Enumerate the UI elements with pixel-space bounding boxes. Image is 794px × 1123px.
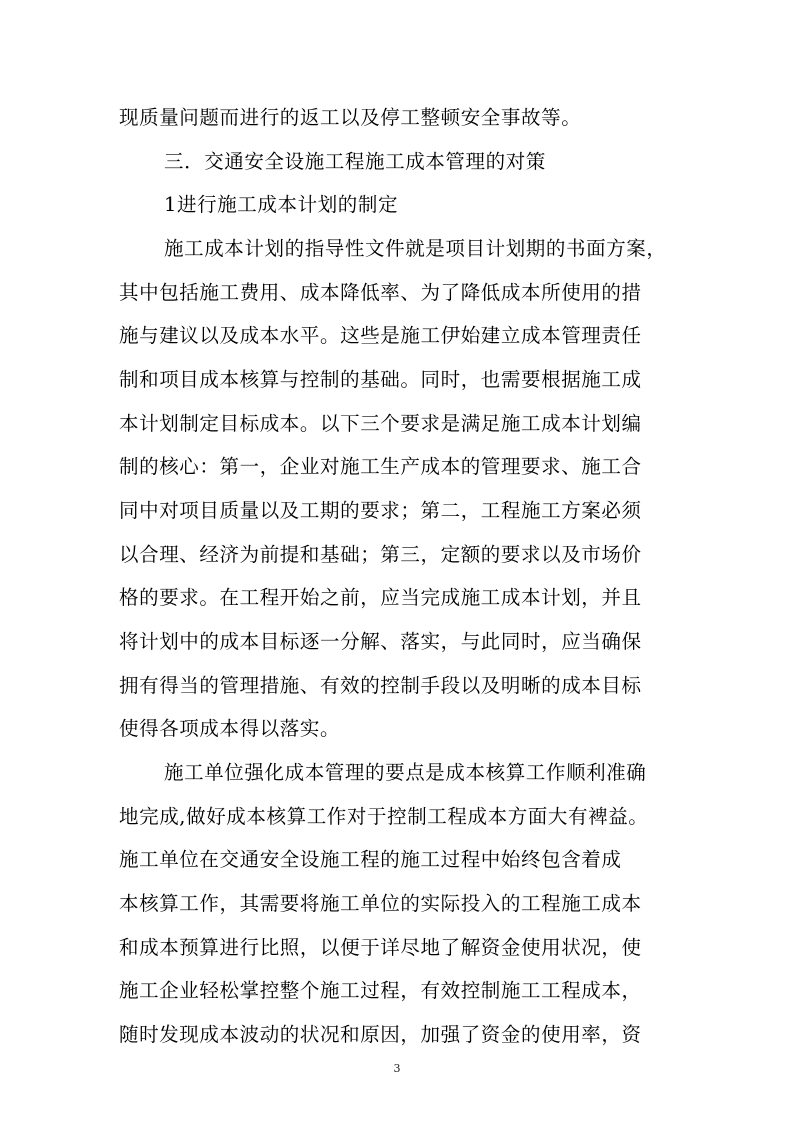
text-line: 施工成本计划的指导性文件就是项目计划期的书面方案， [164, 237, 667, 260]
text-line: 使得各项成本得以落实。 [119, 717, 341, 740]
subsection-heading: 1进行施工成本计划的制定 [164, 193, 399, 216]
text-line: 格的要求。在工程开始之前，应当完成施工成本计划，并且 [119, 586, 642, 609]
text-line: 施工单位强化成本管理的要点是成本核算工作顺利准确 [164, 761, 647, 784]
text-line: 本核算工作，其需要将施工单位的实际投入的工程施工成本 [119, 892, 642, 915]
text-line: 制的核心：第一，企业对施工生产成本的管理要求、施工合 [119, 455, 642, 478]
text-line: 制和项目成本核算与控制的基础。同时，也需要根据施工成 [119, 368, 642, 391]
text-line: 本计划制定目标成本。以下三个要求是满足施工成本计划编 [119, 412, 642, 435]
text-line: 和成本预算进行比照，以便于详尽地了解资金使用状况，使 [119, 936, 642, 959]
text-line: 随时发现成本波动的状况和原因，加强了资金的使用率，资 [119, 1023, 642, 1046]
text-line: 施工单位在交通安全设施工程的施工过程中始终包含着成 [119, 848, 622, 871]
page-number: 3 [393, 1062, 401, 1075]
text-line: 将计划中的成本目标逐一分解、落实，与此同时，应当确保 [119, 630, 642, 653]
text-line: 以合理、经济为前提和基础；第三，定额的要求以及市场价 [119, 543, 642, 566]
section-heading: 三．交通安全设施工程施工成本管理的对策 [164, 150, 546, 173]
text-line: 其中包括施工费用、成本降低率、为了降低成本所使用的措 [119, 281, 642, 304]
text-line: 施工企业轻松掌控整个施工过程，有效控制施工工程成本， [119, 979, 642, 1002]
text-line: 拥有得当的管理措施、有效的控制手段以及明晰的成本目标 [119, 674, 642, 697]
text-line: 现质量问题而进行的返工以及停工整顿安全事故等。 [119, 106, 582, 129]
text-line: 地完成,做好成本核算工作对于控制工程成本方面大有裨益。 [119, 805, 649, 828]
text-line: 同中对项目质量以及工期的要求；第二，工程施工方案必须 [119, 499, 642, 522]
text-line: 施与建议以及成本水平。这些是施工伊始建立成本管理责任 [119, 324, 642, 347]
